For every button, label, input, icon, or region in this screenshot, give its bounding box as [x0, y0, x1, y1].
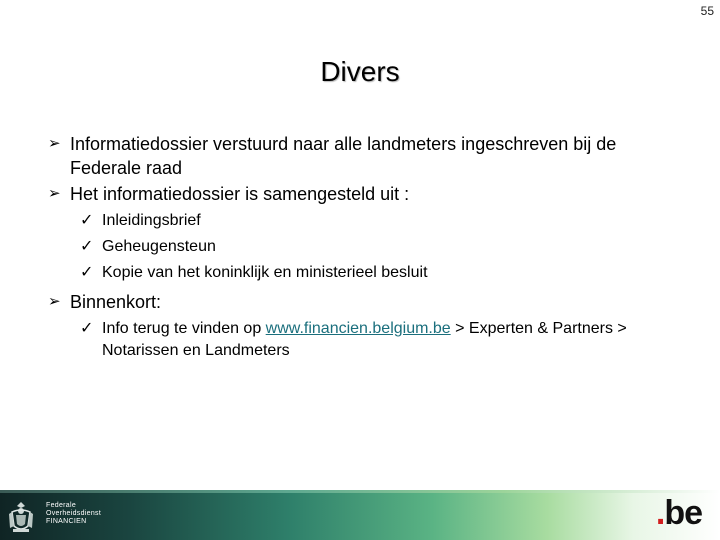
checkmark-icon: ✓ [80, 264, 94, 281]
footer-divider [0, 490, 720, 493]
sub-item-prefix: Info terug te vinden op [102, 320, 266, 337]
sub-item-text [80, 318, 690, 362]
bullet-item [48, 290, 688, 314]
be-logo [656, 494, 702, 533]
bullet-text: Het informatiedossier is samengesteld uit : [70, 184, 410, 204]
checkmark-icon: ✓ [80, 238, 94, 255]
sub-item-text: Kopie van het koninklijk en ministerieel besluit [102, 264, 428, 281]
org-line: Federale [46, 502, 77, 509]
sub-item [80, 262, 690, 284]
slide-title: Divers [320, 56, 400, 87]
sub-item [80, 236, 690, 258]
org-line: Overheidsdienst [46, 510, 102, 517]
bullet-text: Informatiedossier verstuurd naar alle landmeters ingeschreven bij de Federale raad [70, 134, 617, 178]
bullet-item [48, 132, 688, 180]
checkmark-icon: ✓ [80, 320, 94, 337]
footer-band [0, 490, 720, 540]
sub-item [80, 318, 690, 362]
sub-item-text: Inleidingsbrief [102, 212, 201, 229]
sub-item-text: Geheugensteun [102, 238, 216, 255]
bullet-text: Binnenkort: [70, 292, 162, 312]
arrow-bullet-icon: ➢ [48, 293, 61, 310]
financien-link[interactable]: www.financien.belgium.be [265, 320, 451, 337]
arrow-bullet-icon: ➢ [48, 185, 61, 202]
arrow-bullet-icon: ➢ [48, 135, 61, 152]
be-logo-text: be [664, 494, 702, 532]
coat-of-arms-icon [6, 500, 36, 534]
org-line: FINANCIEN [46, 518, 87, 525]
checkmark-icon: ✓ [80, 212, 94, 229]
organisation-name [46, 502, 101, 526]
bullet-item [48, 182, 688, 206]
be-logo-dot: . [655, 494, 665, 532]
sub-item [80, 210, 690, 232]
page-number: 55 [700, 4, 714, 18]
sub-item-suffix: > Experten & Partners > Notarissen en Landmeters [102, 320, 627, 359]
